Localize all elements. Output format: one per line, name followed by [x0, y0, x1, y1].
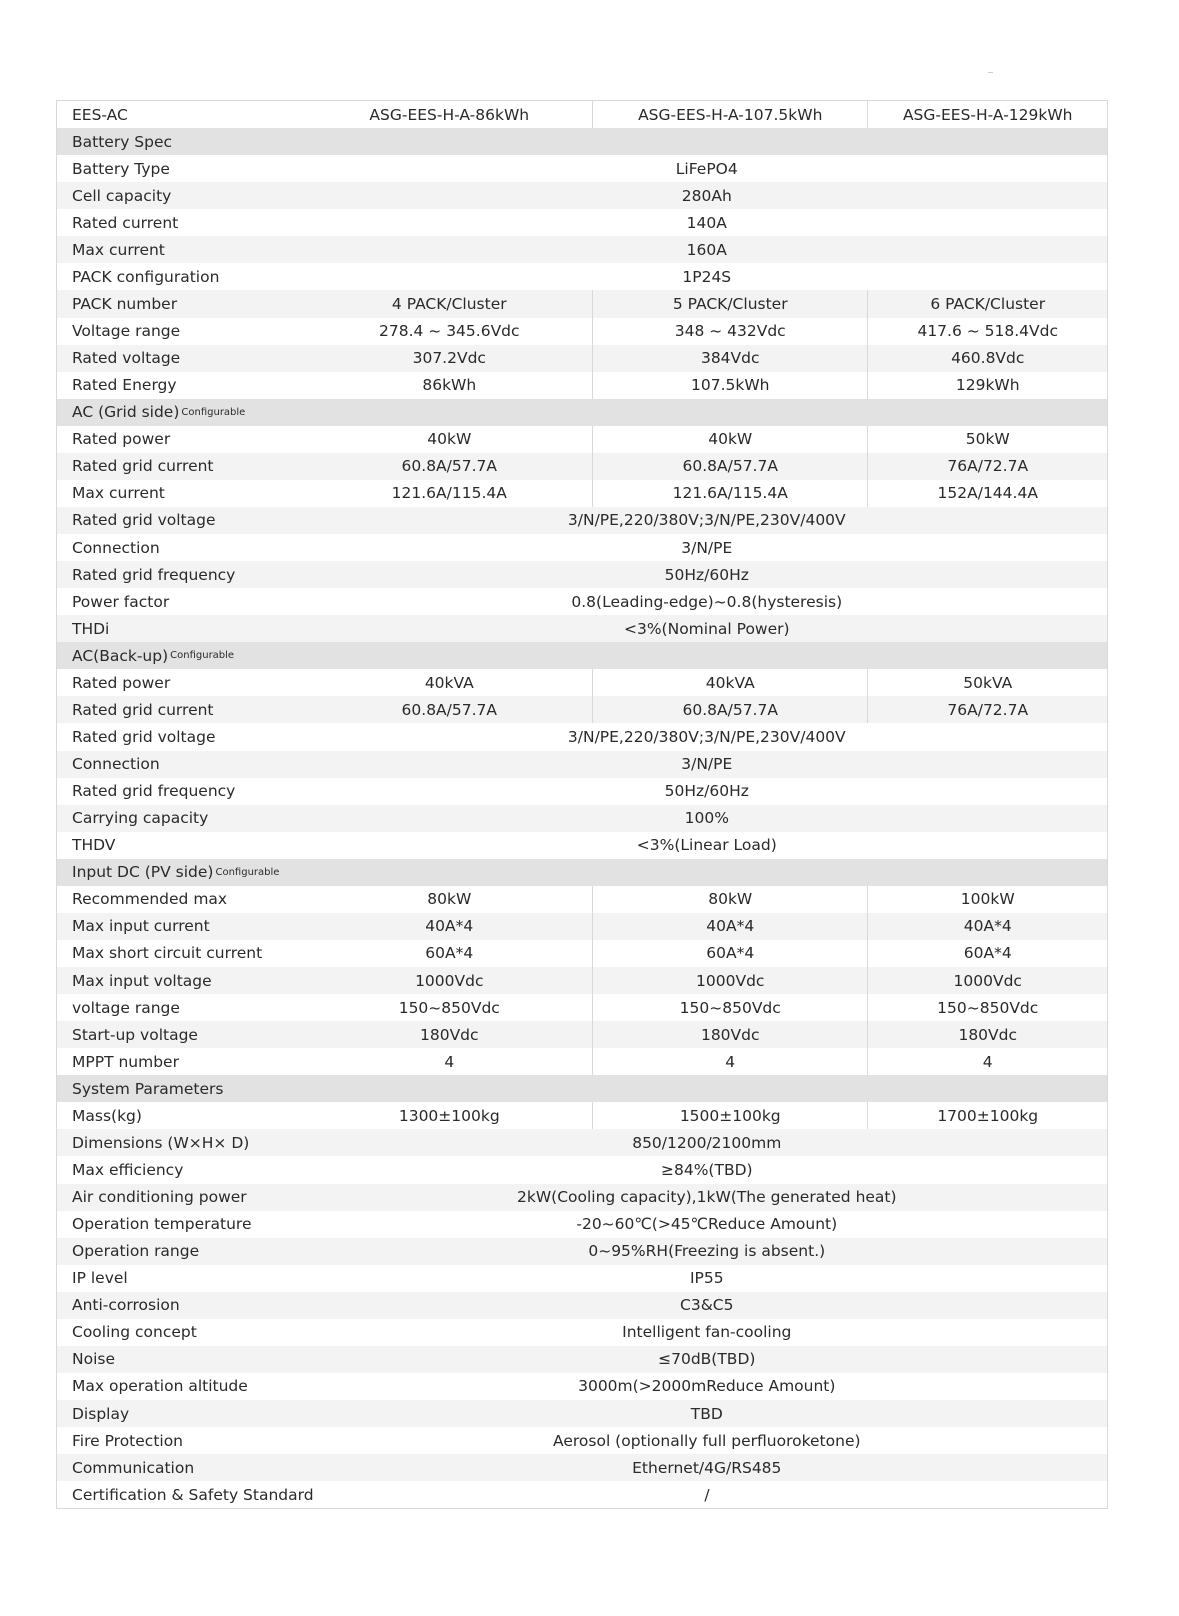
row-value: 1000Vdc	[415, 971, 484, 990]
table-row	[57, 1129, 1107, 1156]
row-value: 40A*4	[592, 913, 867, 940]
row-value: 460.8Vdc	[867, 345, 1107, 372]
table-row	[57, 1021, 1107, 1048]
row-value: 6 PACK/Cluster	[867, 290, 1107, 317]
table-row	[57, 155, 1107, 182]
row-label: voltage range	[72, 998, 180, 1017]
row-value: 76A/72.7A	[867, 453, 1107, 480]
row-value-shared: 100%	[684, 809, 729, 828]
row-label: Max efficiency	[72, 1160, 184, 1179]
row-value-shared: 3/N/PE	[681, 755, 733, 774]
row-label: Battery Type	[72, 159, 170, 178]
row-value: 80kW	[427, 890, 472, 909]
row-label: PACK number	[72, 294, 178, 313]
configurable-note: Configurable	[170, 650, 235, 662]
section-header	[57, 859, 1107, 886]
table-row	[57, 318, 1107, 345]
row-label: Rated voltage	[72, 349, 181, 368]
section-header	[57, 399, 1107, 426]
row-label: Recommended max	[72, 890, 228, 909]
row-value-shared: Ethernet/4G/RS485	[632, 1458, 782, 1477]
table-row	[57, 994, 1107, 1021]
table-row	[57, 1048, 1107, 1075]
table-row	[57, 561, 1107, 588]
row-label: MPPT number	[72, 1052, 179, 1071]
row-value-shared: <3%(Nominal Power)	[623, 619, 790, 638]
table-row	[57, 1238, 1107, 1265]
section-header	[57, 128, 1107, 155]
row-label: Max current	[72, 240, 165, 259]
section-title: Input DC (PV side)	[72, 863, 214, 882]
table-row	[57, 832, 1107, 859]
row-label: Power factor	[72, 592, 170, 611]
row-label: Cooling concept	[72, 1323, 197, 1342]
row-value-shared: 3/N/PE	[681, 538, 733, 557]
table-row	[57, 1102, 1107, 1129]
row-value-shared: IP55	[689, 1269, 724, 1288]
row-label: Rated grid frequency	[72, 782, 236, 801]
table-row	[57, 290, 1107, 317]
row-value-shared: 850/1200/2100mm	[632, 1133, 782, 1152]
model-86kwh-header: ASG-EES-H-A-86kWh	[369, 105, 530, 124]
row-value-shared: 3/N/PE,220/380V;3/N/PE,230V/400V	[567, 727, 846, 746]
row-label: Mass(kg)	[72, 1106, 142, 1125]
row-value: 152A/144.4A	[867, 480, 1107, 507]
row-label: Rated current	[72, 213, 179, 232]
row-value-shared: 3000m(>2000mReduce Amount)	[578, 1377, 836, 1396]
row-label: Operation temperature	[72, 1215, 252, 1234]
row-value: 180Vdc	[867, 1021, 1107, 1048]
row-label: Start-up voltage	[72, 1025, 198, 1044]
table-row	[57, 1319, 1107, 1346]
row-value: 80kW	[592, 886, 867, 913]
row-value-shared: C3&C5	[680, 1296, 734, 1315]
row-value: 180Vdc	[592, 1021, 867, 1048]
table-row	[57, 1292, 1107, 1319]
table-row	[57, 669, 1107, 696]
table-row	[57, 534, 1107, 561]
table-row	[57, 1400, 1107, 1427]
row-value: 100kW	[867, 886, 1107, 913]
row-value: 60A*4	[592, 940, 867, 967]
row-label: Carrying capacity	[72, 809, 209, 828]
row-label: IP level	[72, 1269, 128, 1288]
table-row	[57, 940, 1107, 967]
table-row	[57, 1265, 1107, 1292]
row-label: THDV	[72, 836, 116, 855]
table-header-row	[57, 101, 1107, 128]
row-value: 121.6A/115.4A	[592, 480, 867, 507]
spec-table	[56, 100, 1108, 1509]
model-107-5kwh-header: ASG-EES-H-A-107.5kWh	[592, 101, 867, 128]
row-label: Voltage range	[72, 322, 181, 341]
row-label: Rated grid current	[72, 457, 214, 476]
table-body	[57, 128, 1107, 1508]
table-row	[57, 1211, 1107, 1238]
row-value: 60.8A/57.7A	[401, 457, 497, 476]
row-value-shared: 2kW(Cooling capacity),1kW(The generated heat)	[517, 1188, 897, 1207]
table-row	[57, 1156, 1107, 1183]
configurable-note: Configurable	[215, 866, 280, 878]
row-value: 60.8A/57.7A	[592, 696, 867, 723]
row-label: Rated Energy	[72, 376, 177, 395]
row-value: 150~850Vdc	[592, 994, 867, 1021]
row-value: 384Vdc	[592, 345, 867, 372]
row-label: THDi	[72, 619, 110, 638]
row-label: Rated grid current	[72, 700, 214, 719]
row-label: Rated grid frequency	[72, 565, 236, 584]
row-value: 50kVA	[867, 669, 1107, 696]
row-value: 417.6 ~ 518.4Vdc	[867, 318, 1107, 345]
row-label: Certification & Safety Standard	[72, 1485, 314, 1504]
row-label: Fire Protection	[72, 1431, 184, 1450]
row-value-shared: 50Hz/60Hz	[664, 565, 749, 584]
table-row	[57, 778, 1107, 805]
row-value: 150~850Vdc	[867, 994, 1107, 1021]
row-value-shared: ≥84%(TBD)	[660, 1160, 753, 1179]
row-value: 60A*4	[425, 944, 474, 963]
table-row	[57, 1184, 1107, 1211]
row-label: Max current	[72, 484, 165, 503]
row-label: Rated power	[72, 673, 171, 692]
table-row	[57, 453, 1107, 480]
table-row	[57, 588, 1107, 615]
table-row	[57, 1346, 1107, 1373]
row-value: 40kW	[592, 426, 867, 453]
header-label: EES-AC	[72, 105, 128, 124]
row-value: 60.8A/57.7A	[592, 453, 867, 480]
section-title: AC (Grid side)	[72, 403, 180, 422]
row-label: Rated grid voltage	[72, 727, 216, 746]
row-value: 348 ~ 432Vdc	[592, 318, 867, 345]
row-value-shared: 0~95%RH(Freezing is absent.)	[588, 1242, 826, 1261]
table-row	[57, 345, 1107, 372]
row-label: Cell capacity	[72, 186, 172, 205]
row-value: 1000Vdc	[867, 967, 1107, 994]
row-label: Connection	[72, 538, 160, 557]
row-label: Rated grid voltage	[72, 511, 216, 530]
row-value-shared: TBD	[690, 1404, 723, 1423]
row-value: 50kW	[867, 426, 1107, 453]
row-value: 40A*4	[867, 913, 1107, 940]
row-value-shared: 280Ah	[681, 186, 732, 205]
row-label: Anti-corrosion	[72, 1296, 180, 1315]
table-row	[57, 913, 1107, 940]
row-value-shared: Aerosol (optionally full perfluoroketone)	[553, 1431, 861, 1450]
table-row	[57, 426, 1107, 453]
table-row	[57, 507, 1107, 534]
row-label: PACK configuration	[72, 267, 220, 286]
row-label: Max operation altitude	[72, 1377, 248, 1396]
row-value: 1500±100kg	[592, 1102, 867, 1129]
row-value: 1000Vdc	[592, 967, 867, 994]
row-value: 60A*4	[867, 940, 1107, 967]
section-header	[57, 1075, 1107, 1102]
row-label: Dimensions (W×H× D)	[72, 1133, 250, 1152]
row-label: Max input current	[72, 917, 210, 936]
row-value: 86kWh	[422, 376, 477, 395]
row-value: 180Vdc	[419, 1025, 479, 1044]
row-value: 107.5kWh	[592, 372, 867, 399]
row-value: 60.8A/57.7A	[401, 700, 497, 719]
row-value: 4	[592, 1048, 867, 1075]
table-row	[57, 805, 1107, 832]
row-value: 5 PACK/Cluster	[592, 290, 867, 317]
table-row	[57, 967, 1107, 994]
row-value: 1700±100kg	[867, 1102, 1107, 1129]
table-row	[57, 209, 1107, 236]
row-value: 121.6A/115.4A	[391, 484, 507, 503]
table-row	[57, 615, 1107, 642]
row-label: Operation range	[72, 1242, 200, 1261]
table-row	[57, 1481, 1107, 1508]
table-row	[57, 1427, 1107, 1454]
row-value-shared: ≤70dB(TBD)	[658, 1350, 756, 1369]
section-title: AC(Back-up)	[72, 646, 169, 665]
row-value: 4 PACK/Cluster	[391, 294, 507, 313]
section-title: Battery Spec	[72, 132, 173, 151]
table-row	[57, 751, 1107, 778]
table-row	[57, 886, 1107, 913]
row-value: 40kVA	[592, 669, 867, 696]
row-label: Connection	[72, 755, 160, 774]
row-label: Air conditioning power	[72, 1188, 247, 1207]
section-title: System Parameters	[72, 1079, 224, 1098]
row-value-shared: 50Hz/60Hz	[664, 782, 749, 801]
row-value: 40kW	[427, 430, 472, 449]
row-value: 4	[867, 1048, 1107, 1075]
row-value: 1300±100kg	[398, 1106, 500, 1125]
row-value: 278.4 ~ 345.6Vdc	[378, 322, 520, 341]
row-label: Noise	[72, 1350, 115, 1369]
table-row	[57, 723, 1107, 750]
row-value-shared: Intelligent fan-cooling	[622, 1323, 792, 1342]
row-label: Communication	[72, 1458, 195, 1477]
row-value-shared: 1P24S	[682, 267, 732, 286]
row-value-shared: 0.8(Leading-edge)~0.8(hysteresis)	[571, 592, 843, 611]
row-label: Max input voltage	[72, 971, 212, 990]
table-row	[57, 1373, 1107, 1400]
table-row	[57, 236, 1107, 263]
row-value-shared: <3%(Linear Load)	[636, 836, 777, 855]
table-row	[57, 1454, 1107, 1481]
row-value: 150~850Vdc	[398, 998, 500, 1017]
row-value-shared: 160A	[686, 240, 727, 259]
row-value-shared: LiFePO4	[675, 159, 738, 178]
table-row	[57, 696, 1107, 723]
section-header	[57, 642, 1107, 669]
row-value-shared: 140A	[686, 213, 727, 232]
row-value-shared: /	[704, 1485, 710, 1504]
table-row	[57, 263, 1107, 290]
row-value: 4	[444, 1052, 455, 1071]
row-label: Rated power	[72, 430, 171, 449]
row-value: 40kVA	[424, 673, 474, 692]
row-value-shared: 3/N/PE,220/380V;3/N/PE,230V/400V	[567, 511, 846, 530]
row-value: 307.2Vdc	[412, 349, 486, 368]
corner-mark	[988, 72, 993, 73]
table-row	[57, 182, 1107, 209]
row-value: 129kWh	[867, 372, 1107, 399]
table-row	[57, 480, 1107, 507]
configurable-note: Configurable	[181, 406, 246, 418]
row-value: 40A*4	[425, 917, 474, 936]
row-value: 76A/72.7A	[867, 696, 1107, 723]
row-label: Max short circuit current	[72, 944, 263, 963]
row-value-shared: -20~60℃(>45℃Reduce Amount)	[576, 1215, 838, 1234]
model-129kwh-header: ASG-EES-H-A-129kWh	[867, 101, 1107, 128]
table-row	[57, 372, 1107, 399]
row-label: Display	[72, 1404, 130, 1423]
